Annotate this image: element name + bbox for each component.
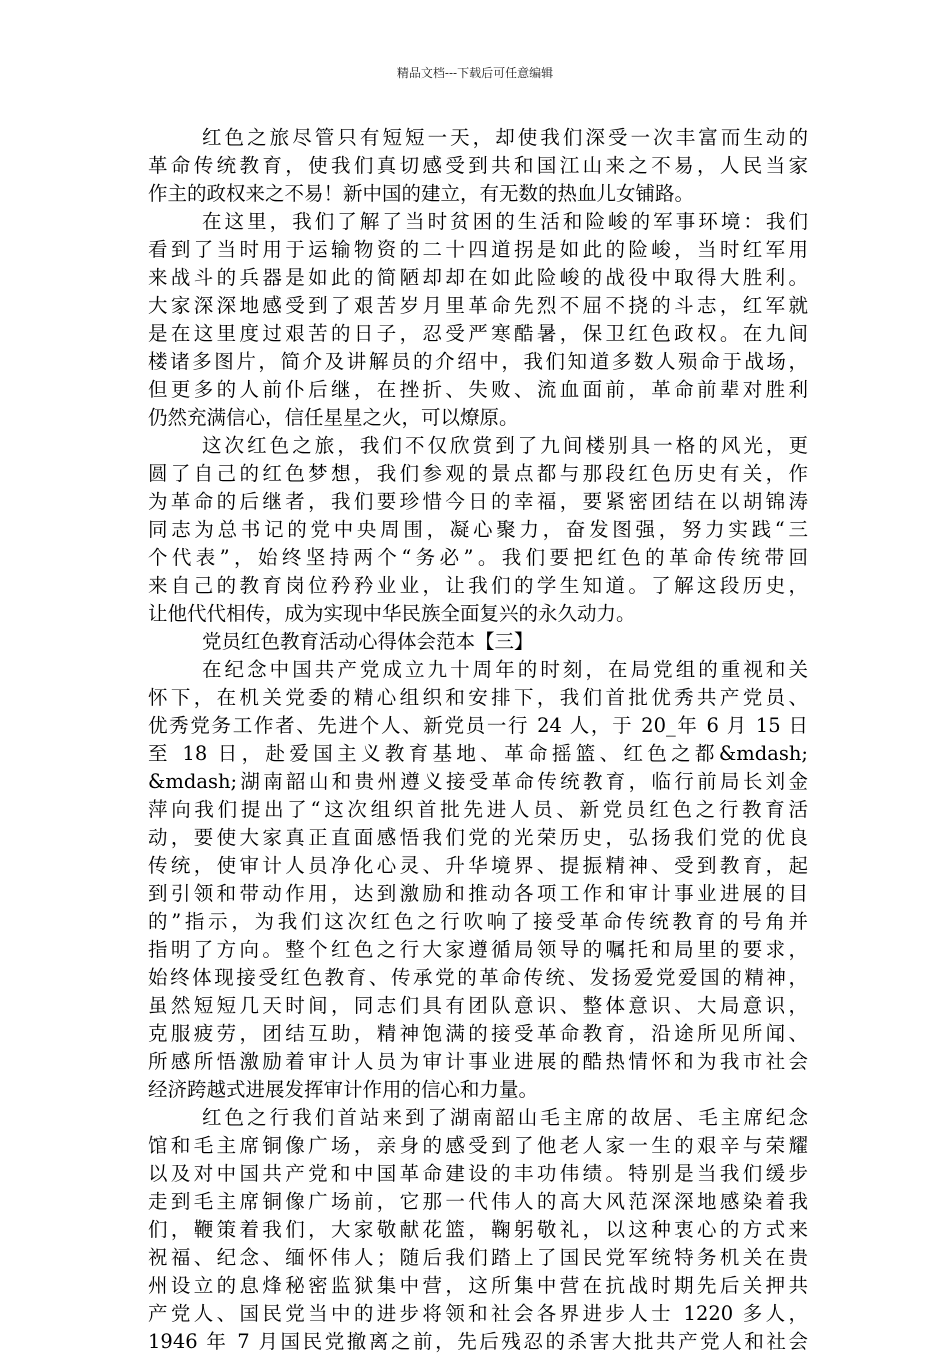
text-line: 但更多的人前仆后继，在挫折、失败、流血面前，革命前辈对胜利 xyxy=(148,378,808,401)
text-line: 州设立的息烽秘密监狱集中营，这所集中营在抗战时期先后关押共 xyxy=(148,1274,808,1297)
text-line: 克服疲劳，团结互助，精神饱满的接受革命教育，沿途所见所闻、 xyxy=(148,1022,808,1045)
document-body xyxy=(148,124,808,1356)
text-line: 来自己的教育岗位矜矜业业，让我们的学生知道。了解这段历史， xyxy=(148,574,808,597)
text-line: 楼诸多图片，简介及讲解员的介绍中，我们知道多数人殒命于战场， xyxy=(148,350,808,373)
text-line: 同志为总书记的党中央周围，凝心聚力，奋发图强，努力实践“三 xyxy=(148,518,808,541)
text-line: 萍向我们提出了“这次组织首批先进人员、新党员红色之行教育活 xyxy=(148,798,808,821)
text-line: 祝福、纪念、缅怀伟人；随后我们踏上了国民党军统特务机关在贵 xyxy=(148,1246,808,1269)
text-line: 看到了当时用于运输物资的二十四道拐是如此的险峻，当时红军用 xyxy=(148,238,808,261)
text-line: 以及对中国共产党和中国革命建设的丰功伟绩。特别是当我们缓步 xyxy=(148,1162,808,1185)
text-line: 党员红色教育活动心得体会范本【三】 xyxy=(202,630,534,653)
text-line: 所感所悟激励着审计人员为审计事业进展的酷热情怀和为我市社会 xyxy=(148,1050,808,1073)
text-line: &mdash;湖南韶山和贵州遵义接受革命传统教育，临行前局长刘金 xyxy=(148,770,808,793)
text-line: 传统，使审计人员净化心灵、升华境界、提振精神、受到教育，起 xyxy=(148,854,808,877)
text-line: 红色之行我们首站来到了湖南韶山毛主席的故居、毛主席纪念 xyxy=(202,1106,808,1129)
text-line: 经济跨越式进展发挥审计作用的信心和力量。 xyxy=(148,1078,539,1101)
text-line: 是在这里度过艰苦的日子，忍受严寒酷暑，保卫红色政权。在九间 xyxy=(148,322,808,345)
text-line: 作主的政权来之不易！新中国的建立，有无数的热血儿女铺路。 xyxy=(148,182,695,205)
text-line: 仍然充满信心，信任星星之火，可以燎原。 xyxy=(148,406,519,429)
text-line: 来战斗的兵器是如此的简陋却却在如此险峻的战役中取得大胜利。 xyxy=(148,266,808,289)
text-line: 指明了方向。整个红色之行大家遵循局领导的嘱托和局里的要求， xyxy=(148,938,808,961)
text-line: 始终体现接受红色教育、传承党的革命传统、发扬爱党爱国的精神， xyxy=(148,966,808,989)
text-line: 至 18 日，赴爱国主义教育基地、革命摇篮、红色之都&mdash; xyxy=(148,742,808,765)
text-line: 圆了自己的红色梦想，我们参观的景点都与那段红色历史有关，作 xyxy=(148,462,808,485)
text-line: 走到毛主席铜像广场前，它那一代伟人的高大风范深深地感染着我 xyxy=(148,1190,808,1213)
text-line: 产党人、国民党当中的进步将领和社会各界进步人士 1220 多人， xyxy=(148,1302,808,1325)
text-line: 动，要使大家真正直面感悟我们党的光荣历史，弘扬我们党的优良 xyxy=(148,826,808,849)
text-line: 大家深深地感受到了艰苦岁月里革命先烈不屈不挠的斗志，红军就 xyxy=(148,294,808,317)
text-line: 虽然短短几天时间，同志们具有团队意识、整体意识、大局意识， xyxy=(148,994,808,1017)
page-header: 精品文档---下载后可任意编辑 xyxy=(396,66,554,80)
text-line: 个代表”，始终坚持两个“务必”。我们要把红色的革命传统带回 xyxy=(148,546,808,569)
text-line: 到引领和带动作用，达到激励和推动各项工作和审计事业进展的目 xyxy=(148,882,808,905)
text-line: 在这里，我们了解了当时贫困的生活和险峻的军事环境：我们 xyxy=(202,210,808,233)
text-line: 优秀党务工作者、先进个人、新党员一行 24 人，于 20_年 6 月 15 日 xyxy=(148,714,808,737)
text-line: 的”指示，为我们这次红色之行吹响了接受革命传统教育的号角并 xyxy=(148,910,808,933)
text-line: 馆和毛主席铜像广场，亲身的感受到了他老人家一生的艰辛与荣耀 xyxy=(148,1134,808,1157)
text-line: 让他代代相传，成为实现中华民族全面复兴的永久动力。 xyxy=(148,602,636,625)
text-line: 这次红色之旅，我们不仅欣赏到了九间楼别具一格的风光，更 xyxy=(202,434,808,457)
text-line: 为革命的后继者，我们要珍惜今日的幸福，要紧密团结在以胡锦涛 xyxy=(148,490,808,513)
text-line: 1946 年 7 月国民党撤离之前，先后残忍的杀害大批共产党人和社会 xyxy=(148,1330,808,1353)
text-line: 怀下，在机关党委的精心组织和安排下，我们首批优秀共产党员、 xyxy=(148,686,808,709)
text-line: 们，鞭策着我们，大家敬献花篮，鞠躬敬礼，以这种衷心的方式来 xyxy=(148,1218,808,1241)
text-line: 革命传统教育，使我们真切感受到共和国江山来之不易，人民当家 xyxy=(148,154,808,177)
text-line: 红色之旅尽管只有短短一天，却使我们深受一次丰富而生动的 xyxy=(202,126,808,149)
text-line: 在纪念中国共产党成立九十周年的时刻，在局党组的重视和关 xyxy=(202,658,808,681)
